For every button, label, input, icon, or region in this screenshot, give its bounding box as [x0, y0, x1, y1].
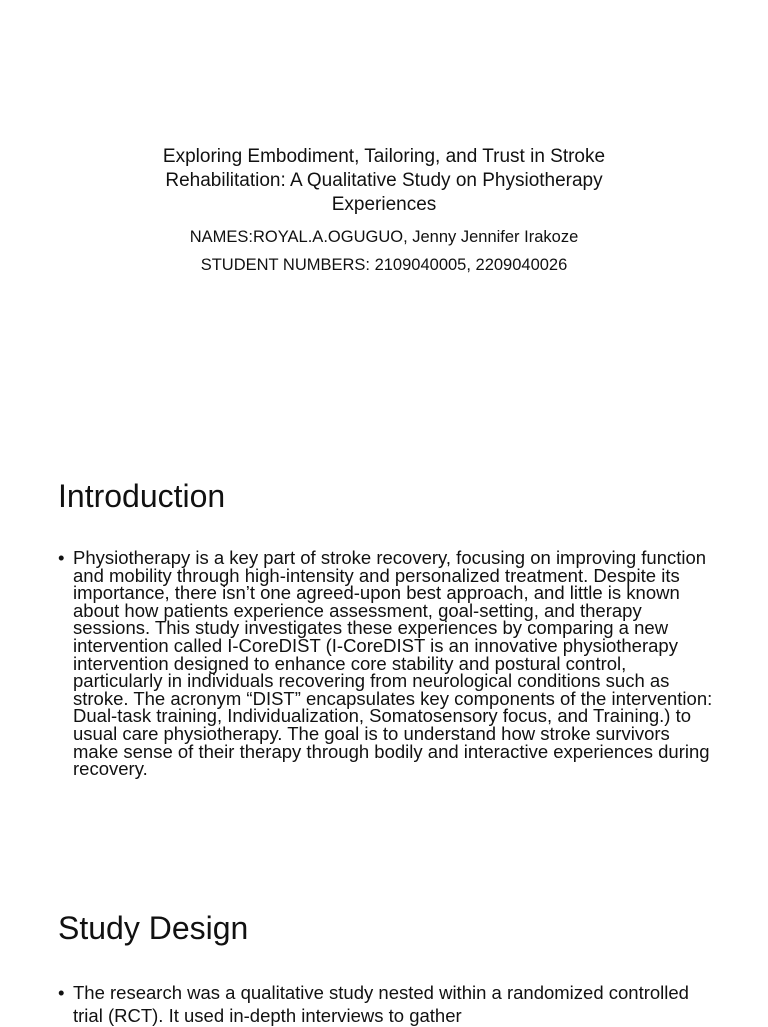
author-names: NAMES:ROYAL.A.OGUGUO, Jenny Jennifer Irakoze: [189, 228, 579, 246]
student-numbers: STUDENT NUMBERS: 2109040005, 2209040026: [200, 256, 568, 274]
introduction-heading: Introduction: [58, 478, 226, 514]
bullet-icon: •: [58, 547, 65, 568]
introduction-section: [58, 476, 718, 778]
title-block: [0, 145, 768, 276]
study-design-text: The research was a qualitative study nested within a randomized controlled trial (RCT). It used in-depth interviews to gather: [73, 982, 689, 1026]
study-design-section: [58, 908, 718, 1027]
study-design-list: [58, 981, 718, 1027]
document-title: Exploring Embodiment, Tailoring, and Trust in Stroke Rehabilitation: A Qualitative Study on Physiotherapy Experiences: [162, 146, 606, 215]
introduction-paragraph: [58, 549, 718, 778]
study-design-heading: Study Design: [58, 910, 249, 946]
bullet-icon: •: [58, 982, 65, 1003]
introduction-list: [58, 549, 718, 778]
introduction-text: Physiotherapy is a key part of stroke recovery, focusing on improving function and mobility through high-intensity and personalized treatment. Despite its importance, there isn’t one agreed-upon best approach, and little is known about how patients experience assessment, goal-setting, and therapy sessions. This study investigates these experiences by comparing a new intervention called I-CoreDIST (I-CoreDIST is an innovative physiotherapy intervention designed to enhance core stability and postural control, particularly in individuals recovering from neurological conditions such as stroke. The acronym “DIST” encapsulates key components of the intervention: Dual-task training, Individualization, Somatosensory focus, and Training.) to usual care physiotherapy. The goal is to understand how stroke survivors make sense of their therapy through bodily and interactive experiences during recovery.: [73, 547, 713, 780]
study-design-paragraph: [58, 981, 718, 1027]
